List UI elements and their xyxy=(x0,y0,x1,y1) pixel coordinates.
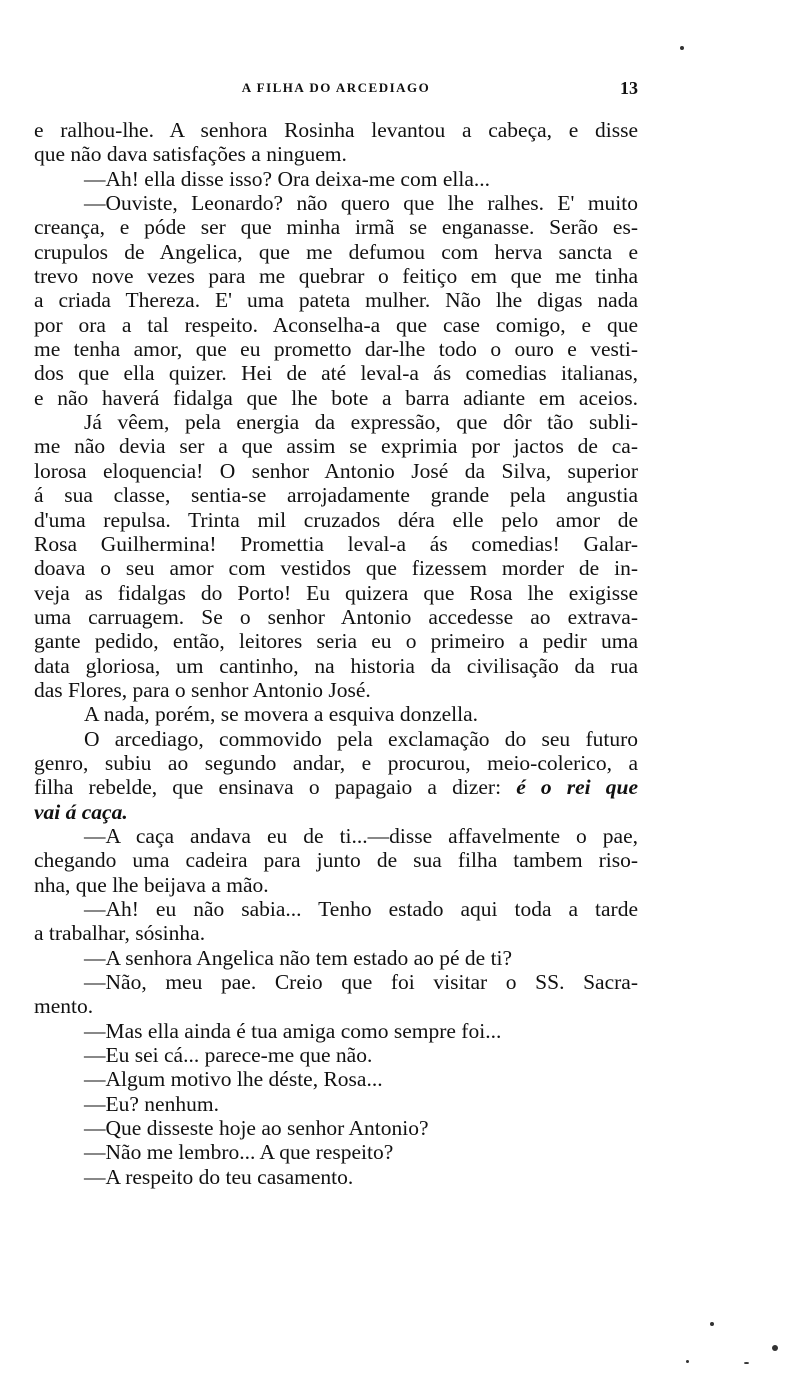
text-line: —Ouviste, Leonardo? não quero que lhe ralhes. E' muito xyxy=(84,191,638,216)
text-line: A nada, porém, se movera a esquiva donzella. xyxy=(84,702,479,727)
text-line: —Ah! ella disse isso? Ora deixa-me com ella... xyxy=(84,166,490,191)
text-line: data gloriosa, um cantinho, na historia da civilisação da rua xyxy=(34,653,638,678)
text-line: me não devia ser a que assim se exprimia por jactos de ca- xyxy=(34,434,638,459)
text-line: Rosa Guilhermina! Promettia leval-a ás comedias! Galar- xyxy=(34,531,638,556)
text-line: —Mas ella ainda é tua amiga como sempre foi... xyxy=(84,1018,502,1043)
text-line: —Que disseste hoje ao senhor Antonio? xyxy=(84,1116,429,1141)
print-speck xyxy=(680,46,684,50)
text-line: uma carruagem. Se o senhor Antonio accedesse ao extrava- xyxy=(34,604,638,629)
text-line: doava o seu amor com vestidos que fizessem morder de in- xyxy=(34,556,638,581)
text-line: creança, e póde ser que minha irmã se enganasse. Serão es- xyxy=(34,215,638,240)
text-line: genro, subiu ao segundo andar, e procurou, meio-colerico, a xyxy=(34,750,638,775)
text-line: —Ah! eu não sabia... Tenho estado aqui toda a tarde xyxy=(84,897,638,921)
text-line: gante pedido, então, leitores seria eu o primeiro a pedir uma xyxy=(34,629,638,654)
text-line: Já vêem, pela energia da expressão, que dôr tão subli- xyxy=(84,410,638,435)
text-line: dos que ella quizer. Hei de até leval-a ás comedias italianas, xyxy=(34,361,638,386)
text-line: e não haverá fidalga que lhe bote a barra adiante em aceios. xyxy=(34,385,638,410)
text-line xyxy=(34,800,638,824)
text-line: e ralhou-lhe. A senhora Rosinha levantou a cabeça, e disse xyxy=(34,118,638,142)
page-number: 13 xyxy=(620,78,638,98)
text-line: a criada Thereza. E' uma pateta mulher. Não lhe digas nada xyxy=(34,288,638,313)
text-line: —Algum motivo lhe déste, Rosa... xyxy=(84,1067,383,1092)
text-line: d'uma repulsa. Trinta mil cruzados déra elle pelo amor de xyxy=(34,507,638,532)
print-speck xyxy=(686,1360,689,1363)
text-line: das Flores, para o senhor Antonio José. xyxy=(34,677,371,702)
text-line: á sua classe, sentia-se arrojadamente grande pela angustia xyxy=(34,483,638,508)
text-line: chegando uma cadeira para junto de sua filha tambem riso- xyxy=(34,848,638,873)
running-title: A FILHA DO ARCEDIAGO xyxy=(241,80,431,95)
text-line: que não dava satisfações a ninguem. xyxy=(34,142,347,167)
text-line: O arcediago, commovido pela exclamação do seu futuro xyxy=(84,726,638,751)
text-line: veja as fidalgas do Porto! Eu quizera que Rosa lhe exigisse xyxy=(34,580,638,605)
text-line: por ora a tal respeito. Aconselha-a que case comigo, e que xyxy=(34,312,638,337)
italic-quote: é o rei que xyxy=(516,775,639,800)
text-line: —A caça andava eu de ti...—disse affavelmente o pae, xyxy=(84,823,638,848)
text-line: crupulos de Angelica, que me defumou com herva sancta e xyxy=(34,239,638,264)
body-text xyxy=(34,118,638,1189)
text-line: lorosa eloquencia! O senhor Antonio José da Silva, superior xyxy=(34,458,638,483)
italic-quote: vai á caça. xyxy=(34,799,128,824)
text-line: mento. xyxy=(34,994,94,1019)
print-speck xyxy=(710,1322,714,1326)
text-line: a trabalhar, sósinha. xyxy=(34,921,206,946)
text-line: nha, que lhe beijava a mão. xyxy=(34,872,269,897)
text-line: —A respeito do teu casamento. xyxy=(84,1164,354,1189)
text-line: —Eu? nenhum. xyxy=(84,1091,219,1116)
text-line: —A senhora Angelica não tem estado ao pé de ti? xyxy=(84,945,513,970)
print-speck xyxy=(744,1362,749,1364)
text-line: trevo nove vezes para me quebrar o feitiço em que me tinha xyxy=(34,264,638,289)
text-line: —Eu sei cá... parece-me que não. xyxy=(84,1043,373,1068)
text-line: me tenha amor, que eu prometto dar-lhe todo o ouro e vesti- xyxy=(34,337,638,362)
running-head xyxy=(34,78,638,100)
text-line-part: filha rebelde, que ensinava o papagaio a dizer: xyxy=(34,775,502,800)
text-line: —Não, meu pae. Creio que foi visitar o SS. Sacra- xyxy=(84,970,638,995)
text-line xyxy=(34,775,638,799)
text-line: —Não me lembro... A que respeito? xyxy=(84,1140,394,1165)
print-speck xyxy=(772,1345,778,1351)
